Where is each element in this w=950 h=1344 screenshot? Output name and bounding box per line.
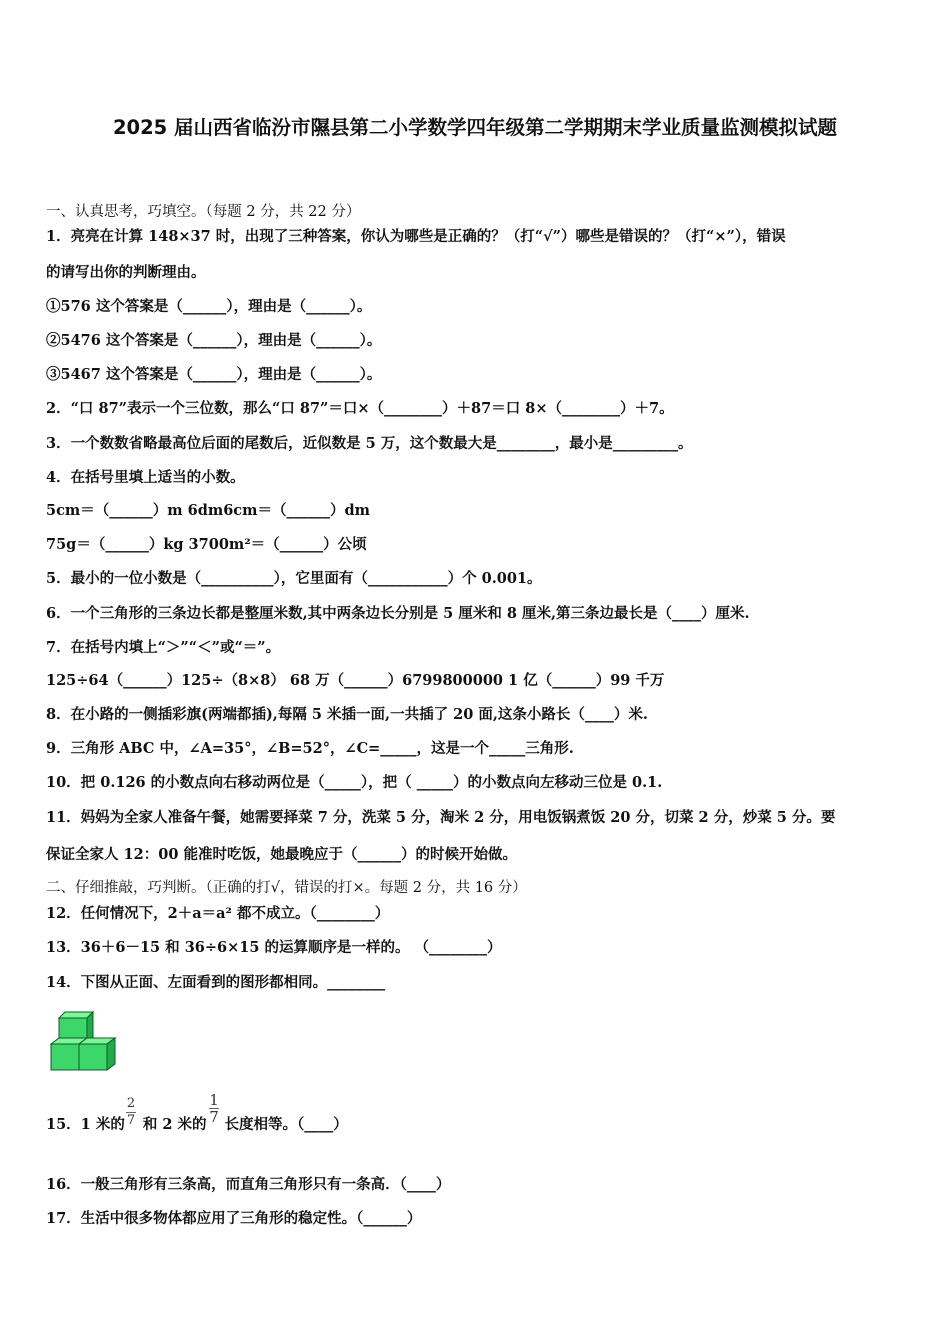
- question-12: 12．任何情况下，2＋a＝a² 都不成立。（________）: [46, 905, 390, 922]
- question-7: 7．在括号内填上“＞”“＜”或“＝”。: [46, 639, 281, 656]
- question-17: 17．生活中很多物体都应用了三角形的稳定性。（______）: [46, 1210, 422, 1227]
- question-9: 9．三角形 ABC 中，∠A=35°，∠B=52°，∠C=_____，这是一个_____三角形.: [46, 740, 574, 757]
- question-7-row: 125÷64（______）125÷（8×8） 68 万（______）6799800000 1 亿（______）99 千万: [46, 672, 665, 689]
- question-3: 3．一个数数省略最高位后面的尾数后，近似数是 5 万，这个数最大是________，最小是_________。: [46, 435, 693, 452]
- fraction-two-sevenths: [126, 1097, 136, 1128]
- question-1-line-2: 的请写出你的判断理由。: [46, 264, 206, 281]
- fraction-1-denominator: 7: [126, 1113, 136, 1128]
- question-11-line-2: 保证全家人 12：00 能准时吃饭，她最晚应于（______）的时候开始做。: [46, 846, 517, 863]
- fraction-2-denominator: 7: [209, 1108, 219, 1126]
- question-1-line-1: 1．亮亮在计算 148×37 时，出现了三种答案，你认为哪些是正确的？（打“√”）哪些是错误的？（打“×”），错误: [46, 228, 786, 245]
- fraction-one-seventh: [209, 1093, 219, 1124]
- section-2-heading: 二、仔细推敲，巧判断。（正确的打√，错误的打×。每题 2 分，共 16 分）: [46, 880, 527, 896]
- question-1-item-2: ②5476 这个答案是（______），理由是（______）。: [46, 332, 382, 349]
- question-16: 16．一般三角形有三条高，而直角三角形只有一条高．（____）: [46, 1176, 451, 1193]
- fraction-1-numerator: 2: [126, 1096, 136, 1111]
- question-15-part-1: 15．1 米的: [46, 1116, 125, 1133]
- question-1-item-3: ③5467 这个答案是（______），理由是（______）。: [46, 366, 382, 383]
- question-15-part-3: 长度相等。（____）: [224, 1116, 348, 1133]
- question-10: 10．把 0.126 的小数点向右移动两位是（_____），把（ _____）的小数点向左移动三位是 0.1.: [46, 774, 663, 791]
- fraction-2-numerator: 1: [209, 1091, 219, 1109]
- question-4-row-2: 75g＝（______）kg 3700m²＝（______）公顷: [46, 536, 367, 553]
- question-4: 4．在括号里填上适当的小数。: [46, 469, 245, 486]
- question-14: 14．下图从正面、左面看到的图形都相同。________: [46, 974, 386, 991]
- question-1-item-1: ①576 这个答案是（______），理由是（______）。: [46, 298, 372, 315]
- question-13: 13．36＋6－15 和 36÷6×15 的运算顺序是一样的。 （________）: [46, 939, 502, 956]
- question-2: 2．“口 87”表示一个三位数，那么“口 87”＝口×（________）＋87＝口 8×（________）＋7。: [46, 400, 674, 417]
- question-8: 8．在小路的一侧插彩旗(两端都插),每隔 5 米插一面,一共插了 20 面,这条小路长（____）米.: [46, 706, 648, 723]
- section-1-heading: 一、认真思考，巧填空。（每题 2 分，共 22 分）: [46, 204, 361, 220]
- question-5: 5．最小的一位小数是（__________），它里面有（___________）个 0.001。: [46, 570, 542, 587]
- stacked-cubes-figure: [47, 1010, 127, 1074]
- question-11-line-1: 11．妈妈为全家人准备午餐，她需要择菜 7 分，洗菜 5 分，淘米 2 分，用电饭锅煮饭 20 分，切菜 2 分，炒菜 5 分。要: [46, 809, 836, 826]
- question-15: [46, 1115, 348, 1135]
- page-title: 2025 届山西省临汾市隰县第二小学数学四年级第二学期期末学业质量监测模拟试题: [112, 116, 838, 139]
- question-6: 6．一个三角形的三条边长都是整厘米数,其中两条边长分别是 5 厘米和 8 厘米,第三条边最长是（____）厘米.: [46, 605, 750, 622]
- question-4-row-1: 5cm＝（______）m 6dm6cm＝（______）dm: [46, 502, 370, 519]
- question-15-part-2: 和 2 米的: [142, 1116, 207, 1133]
